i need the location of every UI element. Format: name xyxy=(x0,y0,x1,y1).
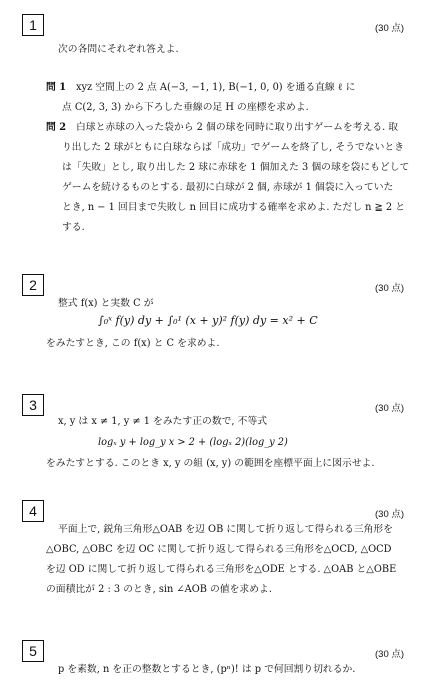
problem-4-line-1: 平面上で, 鋭角三角形△OAB を辺 OB に関して折り返して得られる三角形を xyxy=(58,524,393,535)
question-2-line-2: り出した 2 球がともに白球ならば「成功」でゲームを終了し, そうでないとき xyxy=(62,142,404,153)
question-2-line-3: は「失敗」とし, 取り出した 2 球に赤球を 1 個加えた 3 個の球を袋にもどして xyxy=(62,162,410,173)
problem-5-line-1: p を素数, n を正の整数とするとき, (pⁿ)! は p で何回割り切れるか. xyxy=(58,664,356,675)
question-1-line-1: xyz 空間上の 2 点 A(−3, −1, 1), B(−1, 0, 0) を通る直線 ℓ に xyxy=(76,82,356,93)
question-2-line-6: する. xyxy=(62,222,85,233)
problem-points-5: (30 点) xyxy=(375,649,405,660)
question-1-line-2: 点 C(2, 3, 3) から下ろした垂線の足 H の座標を求めよ. xyxy=(62,102,309,113)
problem-4-line-2: △OBC, △OBC を辺 OC に関して折り返して得られる三角形を△OCD, △OCD xyxy=(46,544,392,555)
question-2-line-4: ゲームを続けるものとする. 最初に白球が 2 個, 赤球が 1 個袋に入っていた xyxy=(62,182,394,193)
problem-1-intro: 次の各問にそれぞれ答えよ. xyxy=(58,44,179,55)
problem-2-line-1: 整式 f(x) と実数 C が xyxy=(58,298,154,309)
problem-points-2: (30 点) xyxy=(375,283,405,294)
question-2-line-5: とき, n − 1 回目まで失敗し n 回目に成功する確率を求めよ. ただし n ≧ 2 と xyxy=(62,202,406,213)
problem-4-line-3: を辺 OD に関して折り返して得られる三角形を△ODE とする. △OAB と△OBE xyxy=(46,564,397,575)
problem-2-line-2: をみたすとき, この f(x) と C を求めよ. xyxy=(46,338,220,349)
problem-points-1: (30 点) xyxy=(375,23,405,34)
question-1-label: 問 1 xyxy=(46,82,67,93)
problem-3-line-1: x, y は x ≠ 1, y ≠ 1 をみたす正の数で, 不等式 xyxy=(58,416,268,427)
question-2-line-1: 白球と赤球の入った袋から 2 個の球を同時に取り出すゲームを考える. 取 xyxy=(76,122,399,133)
problem-number-5: 5 xyxy=(22,640,44,662)
problem-2-formula: ∫₀ˣ f(y) dy + ∫₀¹ (x + y)² f(y) dy = x² + C xyxy=(98,314,318,327)
problem-3-line-2: をみたすとする. このとき x, y の組 (x, y) の範囲を座標平面上に図示せよ. xyxy=(46,458,375,469)
problem-number-2: 2 xyxy=(22,274,44,296)
problem-3-formula: logₓ y + log_y x > 2 + (logₓ 2)(log_y 2) xyxy=(98,437,288,448)
problem-points-3: (30 点) xyxy=(375,403,405,414)
problem-number-1: 1 xyxy=(22,14,44,36)
problem-4-line-4: の面積比が 2 : 3 のとき, sin ∠AOB の値を求めよ. xyxy=(46,584,272,595)
question-2-label: 問 2 xyxy=(46,122,67,133)
problem-number-4: 4 xyxy=(22,500,44,522)
problem-number-3: 3 xyxy=(22,394,44,416)
problem-points-4: (30 点) xyxy=(375,509,405,520)
